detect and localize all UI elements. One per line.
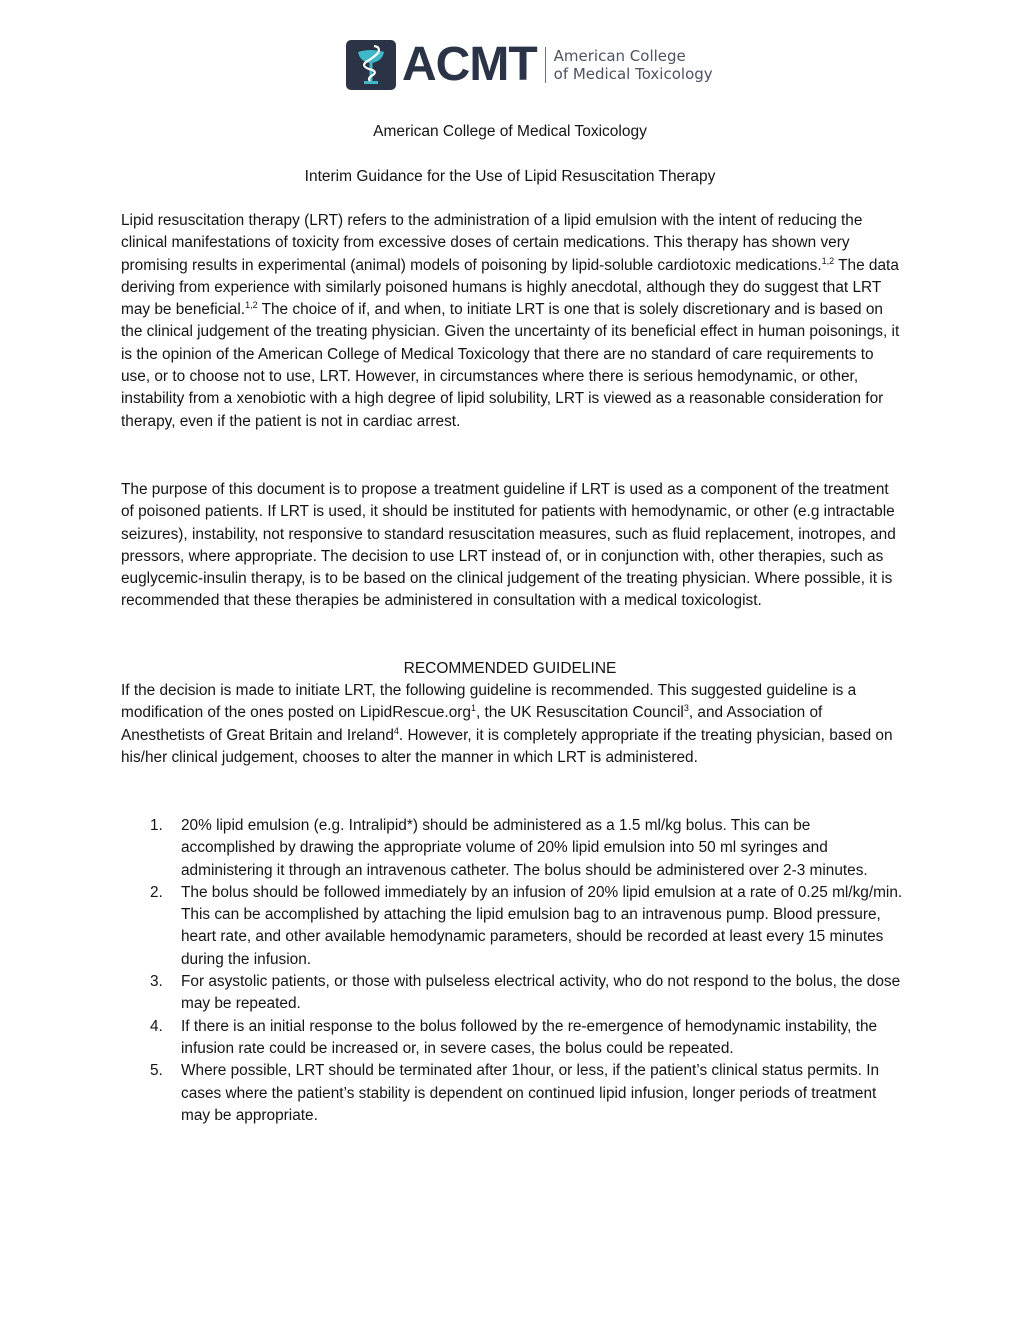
step-number: 1. [150,817,163,834]
org-heading: American College of Medical Toxicology [373,123,647,140]
guideline-intro-paragraph [121,680,903,769]
step-text: Where possible, LRT should be terminated after 1hour, or less, if the patient’s clinical status permits. In cases where the patient’s stability is dependent on continued lipid infusion, longer periods of treatment may be appropriate. [181,1062,880,1124]
logo-name-line2: of Medical Toxicology [553,65,713,83]
intro-paragraph-1 [121,210,903,433]
citation-superscript: 4 [393,725,399,736]
citation-superscript: 3 [683,703,689,714]
acmt-logo [346,40,713,90]
guideline-step [121,971,903,1016]
step-text: 20% lipid emulsion (e.g. Intralipid*) should be administered as a 1.5 ml/kg bolus. This can be accomplished by drawing the appropriate volume of 20% lipid emulsion into 50 ml syringes and administering it through an intravenous catheter. The bolus should be administered over 2-3 minutes. [181,817,868,879]
intro-paragraph-2: The purpose of this document is to propose a treatment guideline if LRT is used as a component of the treatment of poisoned patients. If LRT is used, it should be instituted for patients with hemodynamic, or other (e.g intractable seizures), instability, not responsive to standard resuscitation measures, such as fluid replacement, inotropes, and pressors, where appropriate. The decision to use LRT instead of, or in conjunction with, other therapies, such as euglycemic-insulin therapy, is to be based on the clinical judgement of the treating physician. Where possible, it is recommended that these therapies be administered in consultation with a medical toxicologist. [121,481,896,610]
bowl-of-hygieia-icon [346,40,396,90]
step-text: If there is an initial response to the bolus followed by the re-emergence of hemodynamic instability, the infusion rate could be increased or, in severe cases, the bolus could be repeated. [181,1017,878,1057]
guideline-text-c: , and Association of Anesthetists of Great Britain and Ireland [121,704,823,744]
guideline-step [121,1016,903,1061]
logo-abbreviation: ACMT [402,38,537,91]
logo-name-line1: American College [553,47,686,65]
guideline-heading: RECOMMENDED GUIDELINE [403,660,617,677]
citation-superscript: 1,2 [821,255,835,266]
logo-org-name [554,47,713,83]
guideline-steps-list [121,815,903,1127]
guideline-text-b: , the UK Resuscitation Council [475,704,684,722]
guideline-text-d: . However, it is completely appropriate if the treating physician, based on his/her clinical judgement, chooses to alter the manner in which LRT is administered. [121,726,893,766]
guideline-text-a: If the decision is made to initiate LRT, the following guideline is recommended. This suggested guideline is a modification of the ones posted on LipidRescue.org [121,682,857,722]
guideline-step [121,815,903,882]
guideline-step [121,882,903,971]
intro-text-b: The data deriving from experience with similarly poisoned humans is highly anecdotal, although they do suggest that LRT may be beneficial. [121,256,899,319]
step-number: 4. [150,1017,163,1035]
step-number: 3. [150,973,163,991]
intro-text-a: Lipid resuscitation therapy (LRT) refers to the administration of a lipid emulsion with the intent of reducing the clinical manifestations of toxicity from excessive doses of certain medications. This therapy has shown very promising results in experimental (animal) models of poisoning by lipid-soluble cardiotoxic medications. [121,212,863,274]
guideline-step [121,1060,903,1127]
step-text: The bolus should be followed immediately by an infusion of 20% lipid emulsion at a rate of 0.25 ml/kg/min. This can be accomplished by attaching the lipid emulsion bag to an intravenous pump. Blood pressure, heart rate, and other available hemodynamic parameters, should be recorded at least every 15 minutes during the infusion. [181,883,903,968]
citation-superscript: 1,2 [245,300,258,311]
document-title: Interim Guidance for the Use of Lipid Resuscitation Therapy [304,168,716,185]
step-number: 2. [150,883,163,901]
step-text: For asystolic patients, or those with pulseless electrical activity, who do not respond to the bolus, the dose may be repeated. [181,973,901,1013]
step-number: 5. [150,1062,163,1080]
intro-text-c: The choice of if, and when, to initiate LRT is one that is solely discretionary and is based on the clinical judgement of the treating physician. Given the uncertainty of its beneficial effect in human poisonings, it is the opinion of the American College of Medical Toxicology that there are no standard of care requirements to use, or to choose not to use, LRT. However, in circumstances where there is serious hemodynamic, or other, instability from a xenobiotic with a high degree of lipid solubility, LRT is viewed as a reasonable consideration for therapy, even if the patient is not in cardiac arrest. [121,301,900,430]
logo-divider [545,47,546,83]
citation-superscript: 1 [470,703,476,714]
